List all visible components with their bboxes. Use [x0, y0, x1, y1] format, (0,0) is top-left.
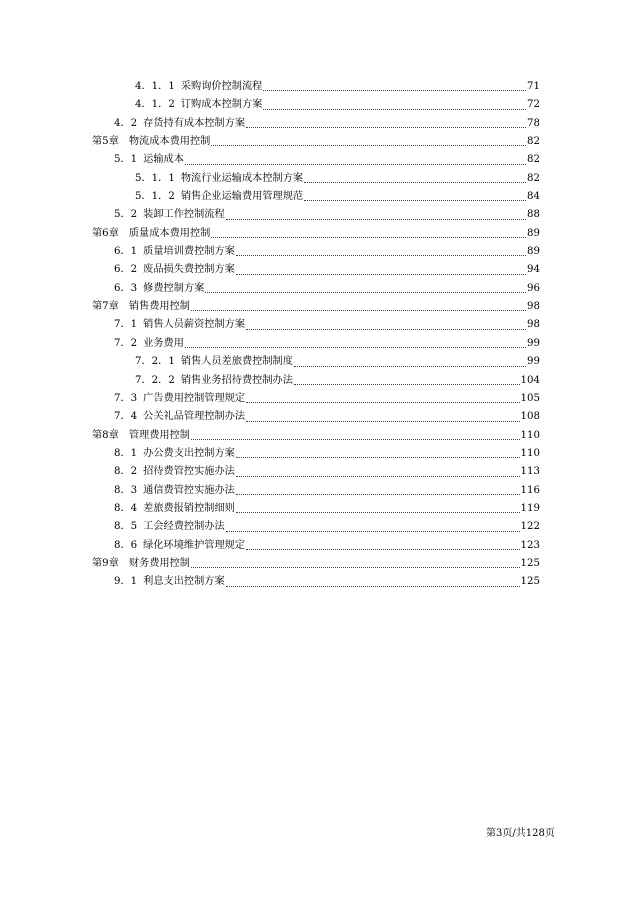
toc-entry[interactable] — [92, 482, 540, 500]
toc-entry-line — [114, 316, 540, 334]
toc-entry-title: 物流行业运输成本控制方案 — [180, 172, 304, 184]
toc-dot-leader — [236, 274, 526, 275]
toc-dot-leader — [191, 439, 520, 440]
toc-entry-line — [92, 225, 540, 243]
toc-dot-leader — [226, 586, 520, 587]
toc-entry-page: 94 — [527, 264, 540, 276]
toc-entry-number: 7．2 — [114, 337, 138, 349]
toc-entry-title: 销售费用控制 — [128, 301, 190, 313]
toc-entry[interactable] — [92, 280, 540, 298]
toc-entry-line — [92, 555, 540, 573]
toc-entry-number: 7．3 — [114, 392, 138, 404]
toc-entry[interactable] — [92, 408, 540, 426]
toc-entry-page: 110 — [520, 429, 540, 441]
toc-entry[interactable] — [92, 518, 540, 536]
toc-entry[interactable] — [92, 225, 540, 243]
toc-entry-line — [114, 206, 540, 224]
toc-dot-leader — [304, 182, 526, 183]
toc-entry-number: 8．6 — [114, 539, 138, 551]
toc-entry-number: 7．4 — [114, 411, 138, 423]
toc-entry-number: 7．2．1 — [135, 356, 175, 368]
toc-entry-title: 装卸工作控制流程 — [143, 209, 225, 221]
toc-entry[interactable] — [92, 243, 540, 261]
page-number-footer: 第3页/共128页 — [486, 828, 555, 839]
toc-entry-title: 利息支出控制方案 — [143, 576, 225, 588]
toc-dot-leader — [236, 494, 520, 495]
toc-entry[interactable] — [92, 316, 540, 334]
toc-dot-leader — [185, 164, 526, 165]
toc-entry-line — [135, 78, 540, 96]
toc-entry-number: 第9章 — [92, 557, 119, 569]
toc-dot-leader — [211, 145, 526, 146]
toc-entry-title: 质量培训费控制方案 — [143, 246, 235, 258]
toc-entry-line — [114, 573, 540, 591]
toc-entry-page: 88 — [527, 209, 540, 221]
toc-entry-number: 4．1．1 — [135, 81, 175, 92]
toc-dot-leader — [236, 255, 526, 256]
toc-entry-line — [135, 96, 540, 114]
toc-dot-leader — [246, 402, 520, 403]
toc-entry[interactable] — [92, 537, 540, 555]
toc-entry-line — [114, 390, 540, 408]
toc-entry-page: 113 — [520, 466, 540, 478]
toc-entry-number: 8．1 — [114, 447, 138, 459]
toc-entry-page: 82 — [527, 136, 540, 148]
toc-entry[interactable] — [92, 445, 540, 463]
toc-dot-leader — [263, 109, 526, 110]
toc-entry-title: 运输成本 — [143, 154, 184, 166]
toc-entry-number: 9．1 — [114, 576, 138, 588]
toc-entry[interactable] — [92, 372, 540, 390]
toc-entry-page: 98 — [527, 301, 540, 313]
toc-entry[interactable] — [92, 151, 540, 169]
toc-entry-title: 工会经费控制办法 — [143, 521, 225, 533]
toc-entry-page: 119 — [520, 502, 540, 514]
toc-entry[interactable] — [92, 206, 540, 224]
toc-entry-title: 销售企业运输费用管理规范 — [180, 191, 304, 203]
toc-entry-title: 招待费管控实施办法 — [143, 466, 235, 478]
toc-entry-line — [114, 537, 540, 555]
toc-entry-page: 78 — [527, 117, 540, 129]
toc-entry-page: 98 — [527, 319, 540, 331]
toc-entry-line — [114, 518, 540, 536]
toc-dot-leader — [211, 237, 526, 238]
toc-entry-number: 6．2 — [114, 264, 138, 276]
toc-entry-line — [114, 335, 540, 353]
toc-entry-page: 116 — [520, 484, 540, 496]
toc-entry-number: 第6章 — [92, 227, 119, 239]
toc-entry[interactable] — [92, 390, 540, 408]
toc-entry-number: 5．2 — [114, 209, 138, 221]
toc-entry-line — [92, 133, 540, 151]
toc-entry-title: 存货持有成本控制方案 — [143, 117, 246, 129]
toc-entry-title: 办公费支出控制方案 — [143, 447, 235, 459]
toc-entry[interactable] — [92, 427, 540, 445]
toc-entry-title: 绿化环境维护管理规定 — [143, 539, 246, 551]
toc-entry-line — [92, 298, 540, 316]
toc-entry-number: 8．4 — [114, 502, 138, 514]
toc-entry-title: 通信费管控实施办法 — [143, 484, 235, 496]
toc-entry-title: 公关礼品管理控制办法 — [143, 411, 246, 423]
toc-dot-leader — [185, 347, 526, 348]
toc-dot-leader — [294, 366, 526, 367]
toc-entry-title: 广告费用控制管理规定 — [143, 392, 246, 404]
toc-entry[interactable] — [92, 298, 540, 316]
toc-entry-page: 123 — [520, 539, 540, 551]
toc-dot-leader — [226, 219, 526, 220]
toc-entry-line — [92, 427, 540, 445]
toc-entry[interactable] — [92, 188, 540, 206]
toc-dot-leader — [246, 329, 526, 330]
toc-dot-leader — [191, 567, 520, 568]
toc-entry-title: 废品损失费控制方案 — [143, 264, 235, 276]
toc-entry-number: 5．1．2 — [135, 191, 175, 203]
toc-entry-title: 管理费用控制 — [128, 429, 190, 441]
toc-entry-page: 82 — [527, 172, 540, 184]
toc-entry-page: 110 — [520, 447, 540, 459]
toc-entry-page: 71 — [527, 81, 540, 92]
toc-entry-line — [114, 445, 540, 463]
toc-entry-number: 第8章 — [92, 429, 119, 441]
toc-entry-page: 122 — [520, 521, 540, 533]
toc-entry-line — [135, 353, 540, 371]
toc-entry-number: 6．3 — [114, 282, 138, 294]
toc-entry-line — [114, 463, 540, 481]
toc-entry[interactable] — [92, 261, 540, 279]
toc-entry-page: 105 — [520, 392, 540, 404]
toc-dot-leader — [263, 90, 526, 91]
toc-entry[interactable] — [92, 353, 540, 371]
toc-entry[interactable] — [92, 115, 540, 133]
toc-entry-number: 7．2．2 — [135, 374, 175, 386]
toc-entry-title: 财务费用控制 — [128, 557, 190, 569]
toc-entry-number: 5．1．1 — [135, 172, 175, 184]
toc-entry-line — [114, 280, 540, 298]
toc-entry[interactable] — [92, 335, 540, 353]
toc-entry-line — [135, 188, 540, 206]
toc-entry-line — [114, 482, 540, 500]
toc-entry-number: 7．1 — [114, 319, 138, 331]
toc-entry-line — [114, 243, 540, 261]
toc-entry-title: 差旅费报销控制细则 — [143, 502, 235, 514]
toc-entry-number: 第7章 — [92, 301, 119, 313]
toc-entry-title: 业务费用 — [143, 337, 184, 349]
toc-entry-line — [114, 151, 540, 169]
toc-dot-leader — [205, 292, 526, 293]
toc-entry-page: 96 — [527, 282, 540, 294]
toc-entry-number: 8．2 — [114, 466, 138, 478]
toc-entry-line — [114, 115, 540, 133]
toc-entry-line — [135, 170, 540, 188]
toc-entry-title: 订购成本控制方案 — [180, 99, 263, 111]
toc-entry-title: 修费控制方案 — [143, 282, 205, 294]
toc-entry-number: 8．5 — [114, 521, 138, 533]
toc-dot-leader — [191, 310, 526, 311]
toc-entry-page: 108 — [520, 411, 540, 423]
toc-entry-page: 125 — [520, 576, 540, 588]
toc-dot-leader — [304, 200, 526, 201]
toc-entry-line — [114, 500, 540, 518]
toc-entry-title: 销售业务招待费控制办法 — [180, 374, 293, 386]
toc-entry-number: 4．1．2 — [135, 99, 175, 111]
toc-entry-number: 8．3 — [114, 484, 138, 496]
toc-entry-title: 销售人员差旅费控制制度 — [180, 356, 293, 368]
toc-dot-leader — [246, 421, 520, 422]
toc-dot-leader — [246, 549, 520, 550]
toc-entry-title: 销售人员薪资控制方案 — [143, 319, 246, 331]
table-of-contents — [92, 78, 540, 592]
toc-entry-line — [135, 372, 540, 390]
toc-dot-leader — [294, 384, 520, 385]
toc-entry-page: 104 — [520, 374, 540, 386]
toc-entry[interactable] — [92, 500, 540, 518]
toc-entry-page: 99 — [527, 356, 540, 368]
toc-entry-number: 6．1 — [114, 246, 138, 258]
toc-entry-page: 125 — [520, 557, 540, 569]
toc-entry-page: 72 — [527, 99, 540, 111]
toc-entry[interactable] — [92, 170, 540, 188]
toc-dot-leader — [236, 457, 520, 458]
toc-entry[interactable] — [92, 133, 540, 151]
toc-entry-page: 82 — [527, 154, 540, 166]
toc-entry-line — [114, 261, 540, 279]
toc-entry[interactable] — [92, 463, 540, 481]
toc-dot-leader — [246, 127, 526, 128]
toc-dot-leader — [226, 531, 520, 532]
toc-entry[interactable] — [92, 96, 540, 114]
toc-entry-title: 采购询价控制流程 — [180, 81, 263, 92]
toc-entry-page: 89 — [527, 227, 540, 239]
toc-entry-number: 5．1 — [114, 154, 138, 166]
toc-entry-page: 84 — [527, 191, 540, 203]
toc-entry-line — [114, 408, 540, 426]
toc-entry-number: 4．2 — [114, 117, 138, 129]
toc-dot-leader — [236, 476, 520, 477]
toc-entry-title: 质量成本费用控制 — [128, 227, 211, 239]
toc-entry[interactable] — [92, 555, 540, 573]
toc-entry-title: 物流成本费用控制 — [128, 136, 211, 148]
toc-entry[interactable] — [92, 78, 540, 96]
toc-entry-page: 89 — [527, 246, 540, 258]
toc-dot-leader — [236, 512, 520, 513]
toc-entry-page: 99 — [527, 337, 540, 349]
toc-entry-number: 第5章 — [92, 136, 119, 148]
toc-entry[interactable] — [92, 573, 540, 591]
